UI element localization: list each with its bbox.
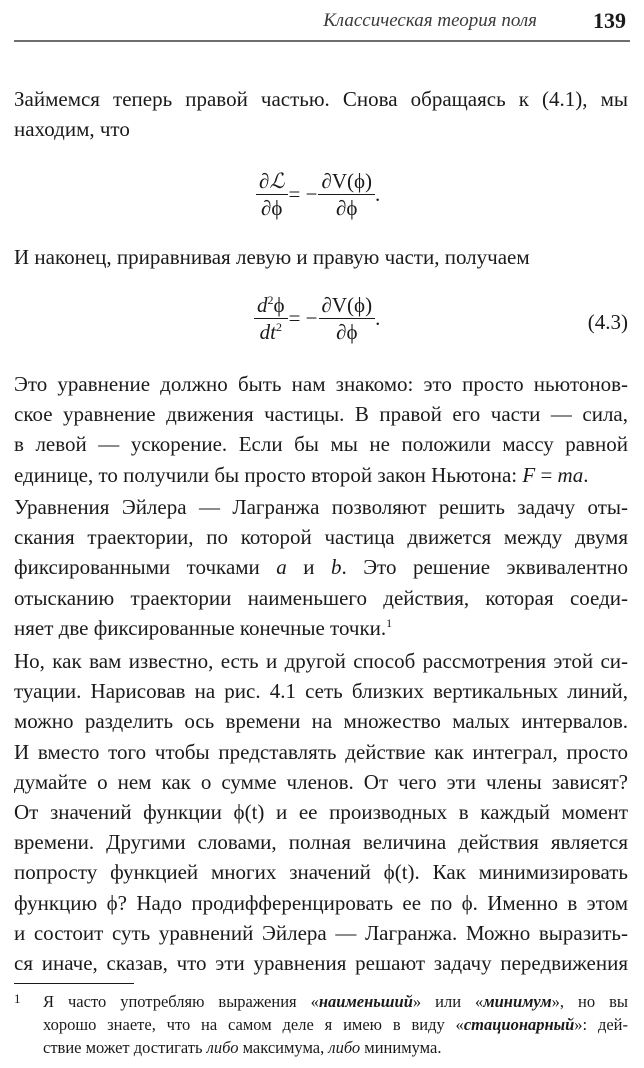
text-run: » или « [412, 992, 484, 1011]
text-run: хорошо знаете, что на самом деле я имею в виду « [43, 1015, 464, 1034]
footnote-rule [14, 983, 134, 984]
point-a: a [276, 555, 287, 580]
text-line: и состоит суть уравнений Эйлера — Лагранжа. Можно выразить- [14, 920, 628, 945]
paragraph-5 [14, 646, 628, 978]
text-line: можно разделить ось времени на множество малых интервалов. [14, 709, 628, 734]
text-line: Но, как вам известно, есть и другой способ рассмотрения этой си- [14, 649, 628, 673]
formula-force: F [522, 462, 536, 487]
emphasis: наименьший [318, 992, 413, 1011]
text-run: . Как минимизировать [414, 860, 628, 885]
text-line: Займемся теперь правой частью. Снова обращаясь к (4.1), мы [14, 87, 628, 111]
footnote-line [43, 990, 628, 1013]
footnote-reference[interactable]: 1 [386, 615, 393, 630]
equation-period: . [375, 306, 381, 330]
fraction-lagrangian [256, 168, 288, 221]
footnote-mark: 1 [14, 991, 21, 1006]
text-line: времени. Другими словами, полная величина действия является [14, 830, 628, 855]
text-line: функцию ϕ? Надо продифференцировать ее по ϕ. Именно в этом [14, 890, 628, 915]
text-line: И наконец, приравнивая левую и правую части, получаем [14, 245, 530, 269]
equation-period: . [375, 182, 381, 206]
text-run: ствие может достигать [43, 1038, 207, 1057]
numerator: ∂V(ϕ) [319, 292, 376, 319]
text-line: думайте о нем как о сумме членов. От чего эти члены зависят? [14, 769, 628, 794]
text-line [14, 460, 628, 490]
exponent: 2 [275, 320, 282, 334]
formula-equals: = [535, 462, 558, 487]
text-run: и [286, 555, 331, 580]
text-line [14, 552, 628, 582]
text-run: минимума. [360, 1038, 442, 1057]
text-line: И вместо того чтобы представлять действие как интеграл, просто [14, 739, 628, 764]
text-run: единице, то получили бы просто второй закон Ньютона: [14, 462, 523, 487]
dt-symbol: dt [259, 320, 276, 344]
text-run: », но вы [551, 992, 628, 1011]
text-run: фиксированными точками [14, 555, 277, 580]
text-run: няет две фиксированные конечные точки. [14, 615, 387, 640]
footnote-line [43, 1013, 628, 1036]
denominator [254, 319, 288, 345]
text-run: »: дей- [574, 1015, 628, 1034]
header-rule [14, 40, 630, 42]
fraction-potential [319, 292, 376, 345]
text-line: туации. Нарисовав на рис. 4.1 сеть близких вертикальных линий, [14, 679, 628, 704]
paragraph-3 [14, 369, 628, 490]
numerator: ∂ℒ [256, 168, 288, 195]
text-line: скания траектории, по которой частица движется между двумя [14, 525, 628, 550]
emphasis: минимум [483, 992, 552, 1011]
point-b: b [330, 555, 342, 580]
formula-phi-t: ϕ(t) [233, 800, 265, 825]
d-symbol: d [257, 293, 268, 317]
formula-ma: ma [557, 462, 584, 487]
equation-4-3 [0, 292, 644, 356]
denominator: ∂ϕ [336, 320, 358, 344]
footnote-body [43, 990, 628, 1059]
text-line: Уравнения Эйлера — Лагранжа позволяют решить задачу оты- [14, 495, 628, 519]
equals-minus: = − [288, 306, 318, 330]
text-line: Это уравнение должно быть нам знакомо: это просто ньютонов- [14, 372, 628, 396]
text-run: . Это решение эквивалентно [341, 555, 628, 580]
denominator: ∂ϕ [261, 196, 283, 220]
text-line: ся иначе, сказав, что эти уравнения решают задачу передвижения [14, 951, 628, 976]
footnote [14, 990, 628, 1059]
text-run: От значений функции [14, 800, 234, 825]
emphasis: стационарный [463, 1015, 575, 1034]
paragraph-1 [14, 84, 628, 144]
text-line [14, 857, 628, 887]
fraction-second-derivative [254, 292, 288, 345]
text-line [14, 797, 628, 827]
running-title: Классическая теория поля [323, 10, 537, 31]
text-line: в левой — ускорение. Если бы мы не положили массу равной [14, 432, 628, 457]
numerator [254, 292, 288, 319]
footnote-line [43, 1036, 628, 1059]
text-run: и ее производных в каждый момент [264, 800, 628, 825]
equation-number: (4.3) [587, 310, 628, 334]
formula-phi-t: ϕ(t) [383, 860, 415, 885]
equals-minus: = − [288, 182, 318, 206]
emphasis: либо [328, 1038, 361, 1057]
paragraph-2 [14, 242, 628, 272]
paragraph-4 [14, 492, 628, 643]
exponent: 2 [267, 293, 274, 307]
text-line: отысканию траектории наименьшего действия, которая соеди- [14, 585, 628, 610]
text-run: максимума, [238, 1038, 329, 1057]
numerator: ∂V(ϕ) [318, 168, 375, 195]
text-run: . [583, 462, 589, 487]
text-line: ское уравнение движения частицы. В правой его части — сила, [14, 402, 628, 427]
text-run: Я часто употребляю выражения « [43, 992, 319, 1011]
text-line [14, 613, 628, 643]
fraction-potential [318, 168, 375, 221]
equation-1 [0, 168, 644, 232]
emphasis: либо [206, 1038, 239, 1057]
page-number: 139 [593, 8, 626, 33]
phi-symbol: ϕ [273, 293, 285, 317]
text-run: попросту функцией многих значений [14, 860, 384, 885]
denominator: ∂ϕ [336, 196, 358, 220]
running-header [14, 4, 630, 38]
text-line: находим, что [14, 117, 130, 142]
